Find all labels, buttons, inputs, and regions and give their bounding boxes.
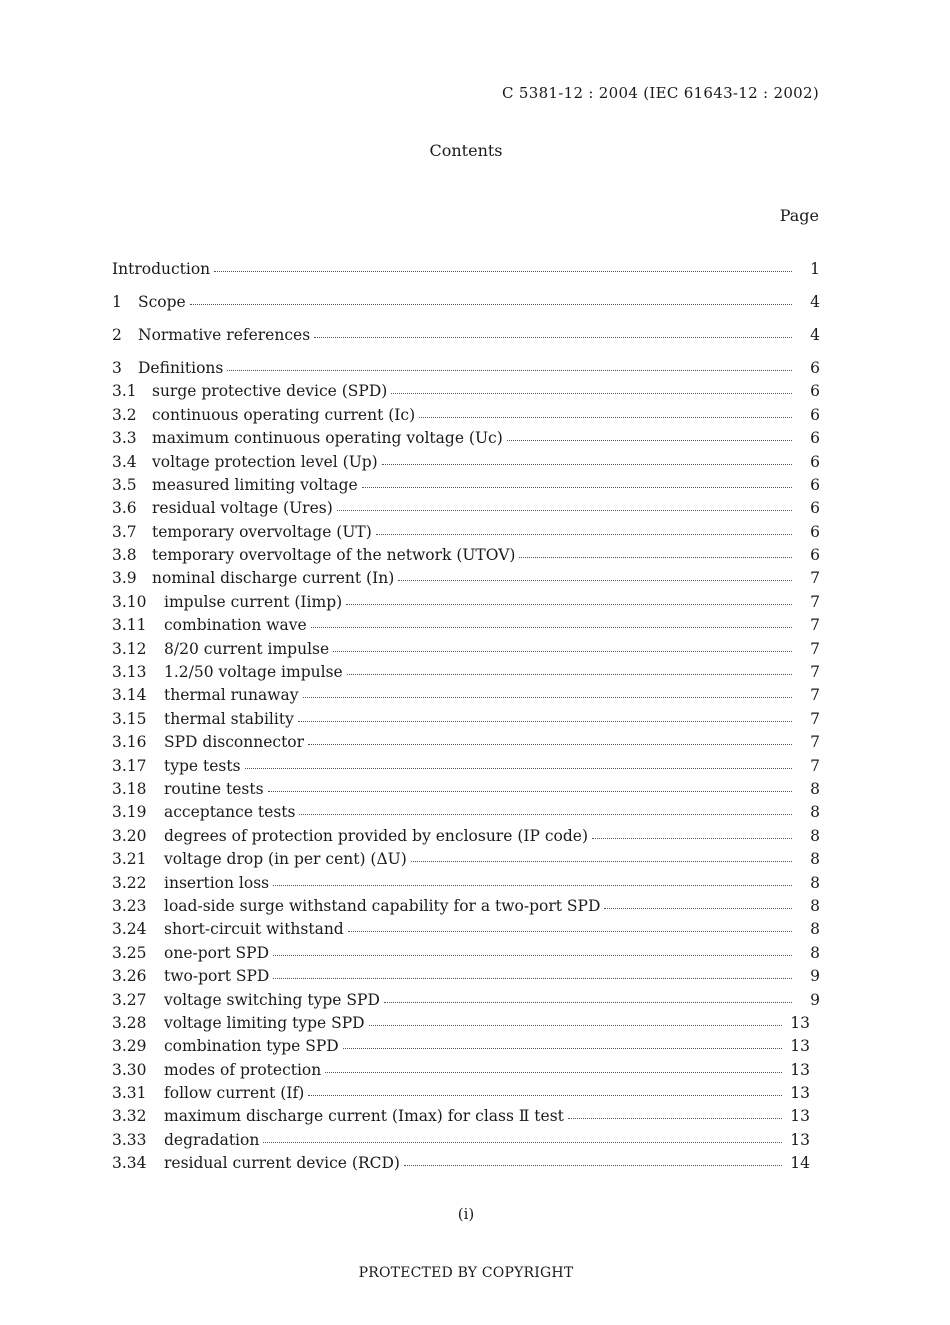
toc-entry[interactable] [112, 521, 820, 544]
toc-title: voltage switching type SPD [164, 990, 380, 1009]
page-folio: (i) [457, 1205, 475, 1223]
toc-number: 3.17 [112, 756, 147, 775]
toc-number: 3.10 [112, 592, 147, 611]
toc-entry[interactable] [112, 497, 820, 520]
toc-entry[interactable] [112, 1129, 820, 1152]
toc-title: modes of protection [164, 1060, 322, 1079]
toc-entry[interactable] [112, 1059, 820, 1082]
toc-entry[interactable] [112, 404, 820, 427]
toc-entry[interactable] [112, 825, 820, 848]
toc-page: 7 [810, 709, 820, 728]
toc-entry-definitions[interactable] [112, 357, 820, 380]
toc-entry[interactable] [112, 872, 820, 895]
toc-entry[interactable] [112, 918, 820, 941]
toc-entry[interactable] [112, 1105, 820, 1128]
toc-number: 3.23 [112, 896, 147, 915]
dot-leader [384, 992, 792, 1003]
document-id: C 5381-12 : 2004 (IEC 61643-12 : 2002) [502, 84, 819, 102]
dot-leader [592, 828, 792, 839]
toc-entry[interactable] [112, 895, 820, 918]
toc-page: 7 [810, 663, 820, 682]
toc-entry[interactable] [112, 614, 820, 637]
toc-title: continuous operating current (Ic) [152, 405, 416, 424]
dot-leader [303, 687, 793, 698]
toc-title: residual current device (RCD) [164, 1154, 400, 1173]
dot-leader [568, 1108, 782, 1119]
dot-leader [273, 968, 792, 979]
toc-number: 3.1 [112, 382, 137, 401]
toc-entry[interactable] [112, 661, 820, 684]
toc-number: 3.4 [112, 452, 137, 471]
toc-number: 3.34 [112, 1154, 147, 1173]
table-of-contents [112, 258, 820, 1176]
toc-number: 3 [112, 358, 122, 377]
toc-entry[interactable] [112, 942, 820, 965]
toc-number: 3.9 [112, 569, 137, 588]
toc-page: 6 [810, 382, 820, 401]
dot-leader [190, 294, 792, 305]
toc-number: 3.15 [112, 709, 147, 728]
toc-entry[interactable] [112, 544, 820, 567]
definitions-list [112, 380, 820, 1175]
toc-number: 3.7 [112, 522, 137, 541]
toc-title: nominal discharge current (In) [152, 569, 395, 588]
toc-page: 6 [810, 358, 820, 377]
toc-number: 3.12 [112, 639, 147, 658]
toc-entry[interactable] [112, 1152, 820, 1175]
toc-number: 3.27 [112, 990, 147, 1009]
toc-number: 3.14 [112, 686, 147, 705]
toc-title: follow current (If) [164, 1084, 305, 1103]
dot-leader [308, 1085, 782, 1096]
toc-number: 2 [112, 325, 122, 344]
toc-page: 6 [810, 405, 820, 424]
dot-leader [308, 734, 792, 745]
toc-entry[interactable] [112, 638, 820, 661]
toc-number: 3.20 [112, 826, 147, 845]
toc-number: 3.5 [112, 475, 137, 494]
toc-number: 3.8 [112, 546, 137, 565]
toc-page: 6 [810, 475, 820, 494]
toc-title: voltage limiting type SPD [164, 1013, 365, 1032]
toc-title: load-side surge withstand capability for a two-port SPD [164, 896, 601, 915]
toc-entry[interactable] [112, 684, 820, 707]
dot-leader [347, 664, 792, 675]
toc-title: type tests [164, 756, 241, 775]
toc-page: 8 [810, 873, 820, 892]
toc-entry[interactable] [112, 380, 820, 403]
toc-title: maximum continuous operating voltage (Uc) [152, 429, 503, 448]
toc-number: 3.11 [112, 616, 147, 635]
toc-page: 6 [810, 499, 820, 518]
toc-page: 14 [790, 1154, 810, 1173]
dot-leader [419, 407, 792, 418]
toc-number: 3.6 [112, 499, 137, 518]
dot-leader [376, 524, 792, 535]
toc-page: 8 [810, 943, 820, 962]
toc-title: degradation [164, 1130, 260, 1149]
toc-number: 3.25 [112, 943, 147, 962]
copyright-notice: PROTECTED BY COPYRIGHT [358, 1265, 574, 1281]
toc-number: 3.18 [112, 779, 147, 798]
dot-leader [362, 477, 792, 488]
dot-leader [273, 945, 792, 956]
toc-entry[interactable] [112, 567, 820, 590]
toc-title: SPD disconnector [164, 733, 305, 752]
toc-title: combination type SPD [164, 1037, 339, 1056]
toc-number: 3.33 [112, 1130, 147, 1149]
toc-page: 7 [810, 686, 820, 705]
toc-page: 8 [810, 850, 820, 869]
dot-leader [245, 758, 792, 769]
dot-leader [299, 804, 792, 815]
toc-page: 13 [790, 1130, 810, 1149]
toc-title: acceptance tests [164, 803, 296, 822]
dot-leader [337, 500, 792, 511]
dot-leader [333, 641, 792, 652]
toc-title: thermal stability [164, 709, 294, 728]
toc-entry-normative-references[interactable] [112, 324, 820, 347]
dot-leader [214, 261, 792, 272]
toc-entry[interactable] [112, 427, 820, 450]
toc-page: 7 [810, 569, 820, 588]
toc-number: 3.28 [112, 1013, 147, 1032]
toc-entry[interactable] [112, 708, 820, 731]
dot-leader [404, 1155, 782, 1166]
dot-leader [382, 454, 792, 465]
toc-title: temporary overvoltage of the network (UTOV) [152, 546, 516, 565]
toc-number: 3.16 [112, 733, 147, 752]
toc-entry[interactable] [112, 731, 820, 754]
toc-entry[interactable] [112, 451, 820, 474]
toc-page: 6 [810, 429, 820, 448]
toc-title: combination wave [164, 616, 307, 635]
toc-page: 6 [810, 546, 820, 565]
toc-number: 3.22 [112, 873, 147, 892]
toc-number: 3.29 [112, 1037, 147, 1056]
toc-page: 9 [810, 967, 820, 986]
toc-number: 1 [112, 292, 122, 311]
toc-page: 7 [810, 639, 820, 658]
toc-page: 8 [810, 920, 820, 939]
dot-leader [263, 1132, 782, 1143]
toc-title: voltage drop (in per cent) (ΔU) [164, 850, 407, 869]
toc-title: routine tests [164, 779, 264, 798]
toc-title: maximum discharge current (Imax) for class Ⅱ test [164, 1107, 564, 1126]
dot-leader [227, 360, 792, 371]
toc-entry[interactable] [112, 848, 820, 871]
dot-leader [604, 898, 792, 909]
toc-entry[interactable] [112, 1012, 820, 1035]
toc-title: insertion loss [164, 873, 270, 892]
toc-page: 8 [810, 779, 820, 798]
dot-leader [298, 711, 792, 722]
toc-page: 7 [810, 616, 820, 635]
toc-number: 3.2 [112, 405, 137, 424]
toc-entry[interactable] [112, 965, 820, 988]
toc-title: surge protective device (SPD) [152, 382, 388, 401]
toc-title: thermal runaway [164, 686, 299, 705]
toc-entry[interactable] [112, 474, 820, 497]
toc-number: 3.13 [112, 663, 147, 682]
toc-page: 9 [810, 990, 820, 1009]
toc-title: degrees of protection provided by enclosure (IP code) [164, 826, 589, 845]
dot-leader [348, 921, 792, 932]
toc-number: 3.21 [112, 850, 147, 869]
toc-page: 6 [810, 522, 820, 541]
toc-entry-scope[interactable] [112, 291, 820, 314]
toc-page: 13 [790, 1084, 810, 1103]
contents-title: Contents [429, 141, 503, 160]
dot-leader [343, 1038, 782, 1049]
toc-entry[interactable] [112, 989, 820, 1012]
dot-leader [391, 383, 792, 394]
toc-title: Normative references [138, 325, 311, 344]
toc-page: 13 [790, 1013, 810, 1032]
dot-leader [519, 547, 792, 558]
toc-page: 7 [810, 592, 820, 611]
toc-page: 8 [810, 896, 820, 915]
toc-number: 3.30 [112, 1060, 147, 1079]
toc-page: 4 [810, 292, 820, 311]
toc-number: 3.3 [112, 429, 137, 448]
toc-title: measured limiting voltage [152, 475, 358, 494]
toc-page: 8 [810, 826, 820, 845]
page-column-label: Page [779, 206, 819, 225]
toc-title: 1.2/50 voltage impulse [164, 663, 343, 682]
toc-title: Introduction [112, 260, 211, 278]
toc-page: 6 [810, 452, 820, 471]
toc-title: two-port SPD [164, 967, 270, 986]
dot-leader [273, 875, 792, 886]
toc-number: 3.31 [112, 1084, 147, 1103]
toc-entry[interactable] [112, 1035, 820, 1058]
toc-entry[interactable] [112, 591, 820, 614]
toc-page: 8 [810, 803, 820, 822]
dot-leader [268, 781, 792, 792]
toc-page: 7 [810, 733, 820, 752]
toc-page: 13 [790, 1107, 810, 1126]
toc-page: 4 [810, 325, 820, 344]
toc-entry[interactable] [112, 755, 820, 778]
toc-page: 7 [810, 756, 820, 775]
toc-page: 13 [790, 1037, 810, 1056]
dot-leader [311, 617, 792, 628]
toc-title: residual voltage (Ures) [152, 499, 333, 518]
toc-number: 3.26 [112, 967, 147, 986]
toc-title: impulse current (Iimp) [164, 592, 343, 611]
toc-entry[interactable] [112, 801, 820, 824]
toc-page: 1 [810, 260, 820, 278]
toc-title: short-circuit withstand [164, 920, 344, 939]
dot-leader [369, 1015, 782, 1026]
toc-entry[interactable] [112, 1082, 820, 1105]
dot-leader [398, 570, 792, 581]
dot-leader [346, 594, 792, 605]
toc-title: Scope [138, 292, 186, 311]
toc-title: voltage protection level (Up) [152, 452, 378, 471]
toc-page: 13 [790, 1060, 810, 1079]
toc-title: 8/20 current impulse [164, 639, 330, 658]
toc-entry-introduction[interactable] [112, 258, 820, 281]
toc-title: one-port SPD [164, 943, 270, 962]
dot-leader [325, 1062, 782, 1073]
dot-leader [507, 430, 792, 441]
dot-leader [314, 327, 792, 338]
toc-number: 3.19 [112, 803, 147, 822]
toc-entry[interactable] [112, 778, 820, 801]
toc-number: 3.32 [112, 1107, 147, 1126]
toc-title: Definitions [138, 358, 224, 377]
dot-leader [411, 851, 792, 862]
toc-number: 3.24 [112, 920, 147, 939]
toc-title: temporary overvoltage (UT) [152, 522, 372, 541]
